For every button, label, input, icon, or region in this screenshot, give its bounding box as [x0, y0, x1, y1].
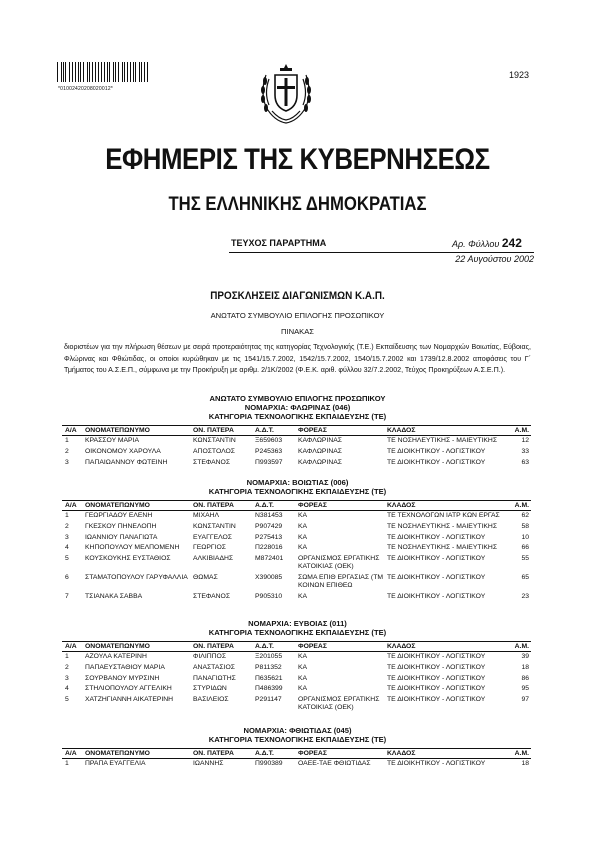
- table-cell: 5: [65, 554, 69, 562]
- barcode-bar: [80, 62, 81, 82]
- table-cell: ΟΡΓΑΝΙΣΜΟΣ ΕΡΓΑΤΙΚΗΣ ΚΑΤΟΙΚΙΑΣ (ΟΕΚ): [298, 554, 380, 571]
- column-header: ΚΛΑΔΟΣ: [387, 749, 513, 759]
- table-cell: Ξ659603: [255, 437, 283, 445]
- table-cell: 1: [65, 653, 69, 661]
- table-cell: ΚΑ: [298, 512, 308, 520]
- category-name: ΚΑΤΗΓΟΡΙΑ ΤΕΧΝΟΛΟΓΙΚΗΣ ΕΚΠΑΙΔΕΥΣΗΣ (ΤΕ): [208, 628, 387, 637]
- table-cell: 23: [521, 592, 529, 600]
- table-cell: ΤΕ ΔΙΟΙΚΗΤΙΚΟΥ - ΛΟΓΙΣΤΙΚΟΥ: [387, 695, 486, 703]
- table-cell: ΚΗΠΟΠΟΥΛΟΥ ΜΕΛΠΟΜΕΝΗ: [85, 544, 180, 552]
- prefecture-name: ΝΟΜΑΡΧΙΑ: ΦΛΩΡΙΝΑΣ (046): [244, 403, 351, 412]
- table-row: [62, 695, 531, 714]
- table-cell: ΒΑΣΙΛΕΙΟΣ: [193, 695, 229, 703]
- table-cell: ΣΩΜΑ ΕΠΙΘ ΕΡΓΑΣΙΑΣ (ΤΜ ΚΟΙΝΩΝ ΕΠΙΘΕΩ: [298, 573, 384, 590]
- table-cell: Π990389: [255, 760, 283, 768]
- table-row: [62, 532, 531, 543]
- table-cell: ΑΖΟΥΛΑ ΚΑΤΕΡΙΝΗ: [85, 653, 147, 661]
- table-cell: ΤΕ ΝΟΣΗΛΕΥΤΙΚΗΣ - ΜΑΙΕΥΤΙΚΗΣ: [387, 437, 498, 445]
- column-header: ΦΟΡΕΑΣ: [298, 501, 387, 511]
- table-cell: ΤΕ ΔΙΟΙΚΗΤΙΚΟΥ - ΛΟΓΙΣΤΙΚΟΥ: [387, 554, 486, 562]
- table-cell: ΤΕ ΔΙΟΙΚΗΤΙΚΟΥ - ΛΟΓΙΣΤΙΚΟΥ: [387, 685, 486, 693]
- table-row: [62, 663, 531, 674]
- table-cell: ΤΕ ΔΙΟΙΚΗΤΙΚΟΥ - ΛΟΓΙΣΤΙΚΟΥ: [387, 573, 486, 581]
- table-cell: ΚΑ: [298, 592, 308, 600]
- table-cell: ΑΝΑΣΤΑΣΙΟΣ: [193, 663, 235, 671]
- sheet-number: [452, 236, 522, 250]
- barcode-bar: [98, 62, 99, 82]
- table-cell: ΟΙΚΟΝΟΜΟΥ ΧΑΡΟΥΛΑ: [85, 447, 161, 455]
- table-cell: 2: [65, 663, 69, 671]
- prefecture-name: ΝΟΜΑΡΧΙΑ: ΕΥΒΟΙΑΣ (011): [248, 619, 347, 628]
- table-row: [62, 522, 531, 533]
- barcode-bar: [118, 62, 119, 82]
- table-cell: 2: [65, 447, 69, 455]
- table-cell: ΤΕ ΤΕΧΝΟΛΟΓΩΝ ΙΑΤΡ ΚΩΝ ΕΡΓΑΣ: [387, 512, 500, 520]
- table-cell: ΤΕ ΔΙΟΙΚΗΤΙΚΟΥ - ΛΟΓΙΣΤΙΚΟΥ: [387, 674, 486, 682]
- table-cell: 18: [521, 760, 529, 768]
- table-cell: ΚΩΝΣΤΑΝΤΙΝ: [193, 437, 236, 445]
- candidates-table: [62, 500, 531, 602]
- column-header: ΟΝ. ΠΑΤΕΡΑ: [193, 501, 255, 511]
- page-number: 1923: [509, 70, 530, 80]
- table-row: [62, 554, 531, 573]
- table-cell: Ρ905310: [255, 592, 283, 600]
- table-cell: 55: [521, 554, 529, 562]
- category-name: ΚΑΤΗΓΟΡΙΑ ΤΕΧΝΟΛΟΓΙΚΗΣ ΕΚΠΑΙΔΕΥΣΗΣ (ΤΕ): [208, 735, 387, 744]
- table-cell: ΚΑ: [298, 663, 308, 671]
- table-cell: 33: [521, 447, 529, 455]
- gazette-subtitle: ΤΗΣ ΕΛΛΗΝΙΚΗΣ ΔΗΜΟΚΡΑΤΙΑΣ: [168, 194, 427, 215]
- table-cell: 3: [65, 458, 69, 466]
- table-header-row: [62, 501, 531, 511]
- table-row: [62, 652, 531, 663]
- table-cell: ΠΑΠΑΙΩΑΝΝΟΥ ΦΩΤΕΙΝΗ: [85, 458, 168, 466]
- column-header: ΟΝ. ΠΑΤΕΡΑ: [193, 642, 255, 652]
- table-cell: 62: [521, 512, 529, 520]
- barcode-bar: [65, 62, 66, 82]
- table-cell: ΤΕ ΔΙΟΙΚΗΤΙΚΟΥ - ΛΟΓΙΣΤΙΚΟΥ: [387, 458, 486, 466]
- table-cell: Π486399: [255, 685, 283, 693]
- table-row: [62, 436, 531, 447]
- column-header: ΟΝΟΜΑΤΕΠΩΝΥΜΟ: [80, 749, 193, 759]
- table-cell: Χ390085: [255, 573, 283, 581]
- barcode-bar: [57, 62, 58, 82]
- issue-date: 22 Αυγούστου 2002: [455, 254, 534, 264]
- table-cell: 1: [65, 512, 69, 520]
- table-cell: ΠΑΝΑΓΙΩΤΗΣ: [193, 674, 236, 682]
- table-cell: Ρ291147: [255, 695, 282, 703]
- table-cell: ΚΑΦΛΩΡΙΝΑΣ: [298, 447, 342, 455]
- column-header: Α.Μ.: [514, 643, 529, 650]
- table-cell: ΚΑΦΛΩΡΙΝΑΣ: [298, 437, 342, 445]
- column-header: Α/Α: [62, 501, 80, 511]
- table-cell: 58: [521, 522, 529, 530]
- table-header-row: [62, 749, 531, 759]
- column-header: ΟΝΟΜΑΤΕΠΩΝΥΜΟ: [80, 501, 193, 511]
- column-header: ΚΛΑΔΟΣ: [387, 426, 513, 436]
- column-header: ΟΝ. ΠΑΤΕΡΑ: [193, 426, 255, 436]
- table-row: [62, 684, 531, 695]
- table-cell: ΦΙΛΙΠΠΟΣ: [193, 653, 227, 661]
- barcode-number: *01002420208020012*: [58, 86, 113, 92]
- table-cell: ΤΕ ΝΟΣΗΛΕΥΤΙΚΗΣ - ΜΑΙΕΥΤΙΚΗΣ: [387, 544, 498, 552]
- table-cell: 5: [65, 695, 69, 703]
- table-cell: ΚΑ: [298, 522, 308, 530]
- issue-label: ΤΕΥΧΟΣ ΠΑΡΑΡΤΗΜΑ: [231, 238, 327, 248]
- table-cell: ΠΡΑΠΑ ΕΥΑΓΓΕΛΙΑ: [85, 760, 146, 768]
- column-header: Α.Μ.: [514, 427, 529, 434]
- table-cell: Ρ907429: [255, 522, 283, 530]
- table-cell: ΤΕ ΔΙΟΙΚΗΤΙΚΟΥ - ΛΟΓΙΣΤΙΚΟΥ: [387, 653, 486, 661]
- table-cell: 3: [65, 533, 69, 541]
- column-header: Α.Δ.Τ.: [255, 749, 298, 759]
- table-row: [62, 447, 531, 458]
- barcode-bar: [147, 62, 148, 82]
- barcode-bar: [127, 62, 128, 82]
- table-cell: ΣΤΗΛΙΟΠΟΥΛΟΥ ΑΓΓΕΛΙΚΗ: [85, 685, 172, 693]
- header-divider: [229, 252, 534, 253]
- table-row: [62, 457, 531, 468]
- barcode-bar: [83, 62, 84, 82]
- table-cell: ΚΑΦΛΩΡΙΝΑΣ: [298, 458, 342, 466]
- table-cell: ΣΤΑΜΑΤΟΠΟΥΛΟΥ ΓΑΡΥΦΑΛΛΙΑ: [85, 573, 188, 581]
- table-cell: ΤΕ ΔΙΟΙΚΗΤΙΚΟΥ - ΛΟΓΙΣΤΙΚΟΥ: [387, 760, 486, 768]
- table-row: [62, 759, 531, 770]
- prefecture-name: ΝΟΜΑΡΧΙΑ: ΒΟΙΩΤΙΑΣ (006): [246, 478, 349, 487]
- table-cell: ΓΕΩΡΓΙΟΣ: [193, 544, 227, 552]
- barcode-bar: [92, 62, 93, 82]
- table-cell: ΠΑΠΑΕΥΣΤΑΘΙΟΥ ΜΑΡΙΑ: [85, 663, 165, 671]
- table-cell: 86: [521, 674, 529, 682]
- column-header: Α.Μ.: [514, 502, 529, 509]
- table-cell: Μ872401: [255, 554, 284, 562]
- table-cell: Ξ201055: [255, 653, 283, 661]
- table-row: [62, 573, 531, 592]
- table-cell: ΚΡΑΣΣΟΥ ΜΑΡΙΑ: [85, 437, 140, 445]
- column-header: ΚΛΑΔΟΣ: [387, 642, 513, 652]
- table-cell: ΚΩΝΣΤΑΝΤΙΝ: [193, 522, 236, 530]
- sheet-label: Αρ. Φύλλου: [452, 239, 500, 249]
- barcode-bar: [113, 62, 114, 82]
- table-cell: Ρ245363: [255, 447, 283, 455]
- table-cell: 63: [521, 458, 529, 466]
- candidates-table: [62, 641, 531, 714]
- table-cell: Π993597: [255, 458, 283, 466]
- intro-text: διοριστέων για την πλήρωση θέσεων με σειρά προτεραιότητας της κατηγορίας Τεχνολογικής (Τ.Ε.) Εκπαίδευσης των Νομαρχιών Βοιωτίας, Εύβοιας, Φλώρινας και Φθιώτιδας, οι οποίοι κυρώθηκαν με τις 1541/15.7.2002, 1542/15.7.2002, 1540/15.7.2002 και 1739/12.8.2002 αποφάσεις του Γ΄ Τμήματος του Α.Σ.Ε.Π., σύμφωνα με την Προκήρυξη με αριθμ. 2/1Κ/2002 (Φ.Ε.Κ. αριθ. φύλλου 32/7.2.2002, Τεύχος Προκηρύξεων Α.Σ.Ε.Π.).: [64, 343, 531, 374]
- table-cell: ΓΕΩΡΓΙΑΔΟΥ ΕΛΕΝΗ: [85, 512, 153, 520]
- column-header: Α.Δ.Τ.: [255, 642, 298, 652]
- table-cell: Ρ811352: [255, 663, 282, 671]
- column-header: Α/Α: [62, 749, 80, 759]
- candidates-table: [62, 425, 531, 468]
- column-header: ΟΝΟΜΑΤΕΠΩΝΥΜΟ: [80, 642, 193, 652]
- table-cell: ΘΩΜΑΣ: [193, 573, 218, 581]
- table-cell: Ρ275413: [255, 533, 283, 541]
- column-header: ΦΟΡΕΑΣ: [298, 426, 387, 436]
- council-name: ΑΝΩΤΑΤΟ ΣΥΜΒΟΥΛΙΟ ΕΠΙΛΟΓΗΣ ΠΡΟΣΩΠΙΚΟΥ: [210, 311, 385, 320]
- barcode-bar: [141, 62, 142, 82]
- table-heading: ΠΙΝΑΚΑΣ: [281, 327, 314, 336]
- column-header: ΚΛΑΔΟΣ: [387, 501, 513, 511]
- table-cell: ΑΛΚΙΒΙΑΔΗΣ: [193, 554, 234, 562]
- table-cell: ΙΩΑΝΝΙΟΥ ΠΑΝΑΓΙΩΤΑ: [85, 533, 158, 541]
- table-cell: ΚΑ: [298, 653, 308, 661]
- table-cell: 4: [65, 685, 69, 693]
- table-cell: 97: [521, 695, 529, 703]
- table-cell: 12: [521, 437, 529, 445]
- table-cell: ΑΠΟΣΤΟΛΟΣ: [193, 447, 236, 455]
- table-cell: ΚΟΥΣΚΟΥΚΗΣ ΕΥΣΤΑΘΙΟΣ: [85, 554, 171, 562]
- table-cell: ΚΑ: [298, 685, 308, 693]
- column-header: Α/Α: [62, 642, 80, 652]
- barcode-bar: [72, 62, 73, 82]
- column-header: ΦΟΡΕΑΣ: [298, 642, 387, 652]
- table-cell: ΓΚΕΣΚΟΥ ΠΗΝΕΛΟΠΗ: [85, 522, 157, 530]
- table-cell: ΚΑ: [298, 533, 308, 541]
- column-header: Α.Μ.: [514, 750, 529, 757]
- prefecture-name: ΝΟΜΑΡΧΙΑ: ΦΘΙΩΤΙΔΑΣ (045): [243, 726, 352, 735]
- table-cell: ΤΕ ΔΙΟΙΚΗΤΙΚΟΥ - ΛΟΓΙΣΤΙΚΟΥ: [387, 447, 486, 455]
- table-cell: ΣΤΕΦΑΝΟΣ: [193, 592, 231, 600]
- barcode: [57, 62, 149, 86]
- table-cell: 39: [521, 653, 529, 661]
- table-row: [62, 673, 531, 684]
- column-header: Α/Α: [62, 426, 80, 436]
- table-header-row: [62, 426, 531, 436]
- section-title: ΠΡΟΣΚΛΗΣΕΙΣ ΔΙΑΓΩΝΙΣΜΩΝ Κ.Α.Π.: [210, 290, 385, 302]
- table-cell: Π228016: [255, 544, 283, 552]
- table-cell: 1: [65, 437, 69, 445]
- table-cell: ΕΥΑΓΓΕΛΟΣ: [193, 533, 233, 541]
- table-cell: 3: [65, 674, 69, 682]
- table-cell: ΜΙΧΑΗΛ: [193, 512, 220, 520]
- table-cell: Π635621: [255, 674, 283, 682]
- table-cell: ΤΣΙΑΝΑΚΑ ΣΑΒΒΑ: [85, 592, 143, 600]
- table-cell: 10: [521, 533, 529, 541]
- barcode-bar: [133, 62, 134, 82]
- table-cell: 4: [65, 544, 69, 552]
- sheet-number-value: 242: [501, 236, 522, 250]
- table-cell: ΙΩΑΝΝΗΣ: [193, 760, 224, 768]
- table-cell: ΤΕ ΔΙΟΙΚΗΤΙΚΟΥ - ΛΟΓΙΣΤΙΚΟΥ: [387, 533, 486, 541]
- table-cell: 65: [521, 573, 529, 581]
- table-cell: 7: [65, 592, 69, 600]
- column-header: ΟΝ. ΠΑΤΕΡΑ: [193, 749, 255, 759]
- table-cell: Ν381453: [255, 512, 283, 520]
- table-cell: ΚΑ: [298, 544, 308, 552]
- table-cell: ΧΑΤΖΗΓΙΑΝΝΗ ΑΙΚΑΤΕΡΙΝΗ: [85, 695, 174, 703]
- gazette-title: ΕΦΗΜΕΡΙΣ ΤΗΣ ΚΥΒΕΡΝΗΣΕΩΣ: [105, 143, 490, 176]
- table-cell: 95: [521, 685, 529, 693]
- table-cell: 6: [65, 573, 69, 581]
- column-header: Α.Δ.Τ.: [255, 426, 298, 436]
- intro-council: ΑΝΩΤΑΤΟ ΣΥΜΒΟΥΛΙΟ ΕΠΙΛΟΓΗΣ ΠΡΟΣΩΠΙΚΟΥ: [209, 394, 386, 403]
- table-cell: ΣΤΕΦΑΝΟΣ: [193, 458, 231, 466]
- table-row: [62, 592, 531, 603]
- table-cell: ΚΑ: [298, 674, 308, 682]
- barcode-bar: [104, 62, 105, 82]
- table-cell: ΤΕ ΔΙΟΙΚΗΤΙΚΟΥ - ΛΟΓΙΣΤΙΚΟΥ: [387, 592, 486, 600]
- column-header: Α.Δ.Τ.: [255, 501, 298, 511]
- table-header-row: [62, 642, 531, 652]
- table-cell: ΟΑΕΕ-ΤΑΕ ΦΘΙΩΤΙΔΑΣ: [298, 760, 371, 768]
- greek-coat-of-arms-icon: [256, 61, 316, 127]
- table-cell: 1: [65, 760, 69, 768]
- candidates-table: [62, 748, 531, 770]
- table-cell: ΟΡΓΑΝΙΣΜΟΣ ΕΡΓΑΤΙΚΗΣ ΚΑΤΟΙΚΙΑΣ (ΟΕΚ): [298, 695, 380, 712]
- column-header: ΟΝΟΜΑΤΕΠΩΝΥΜΟ: [80, 426, 193, 436]
- table-cell: 66: [521, 544, 529, 552]
- table-cell: 18: [521, 663, 529, 671]
- table-row: [62, 543, 531, 554]
- category-name: ΚΑΤΗΓΟΡΙΑ ΤΕΧΝΟΛΟΓΙΚΗΣ ΕΚΠΑΙΔΕΥΣΗΣ (ΤΕ): [208, 412, 387, 421]
- table-cell: ΣΟΥΡΒΑΝΟΥ ΜΥΡΣΙΝΗ: [85, 674, 160, 682]
- table-cell: 2: [65, 522, 69, 530]
- table-row: [62, 511, 531, 522]
- table-cell: ΤΕ ΔΙΟΙΚΗΤΙΚΟΥ - ΛΟΓΙΣΤΙΚΟΥ: [387, 663, 486, 671]
- table-cell: ΤΕ ΝΟΣΗΛΕΥΤΙΚΗΣ - ΜΑΙΕΥΤΙΚΗΣ: [387, 522, 498, 530]
- column-header: ΦΟΡΕΑΣ: [298, 749, 387, 759]
- category-name: ΚΑΤΗΓΟΡΙΑ ΤΕΧΝΟΛΟΓΙΚΗΣ ΕΚΠΑΙΔΕΥΣΗΣ (ΤΕ): [208, 487, 387, 496]
- table-cell: ΣΤΥΡΙΔΩΝ: [193, 685, 227, 693]
